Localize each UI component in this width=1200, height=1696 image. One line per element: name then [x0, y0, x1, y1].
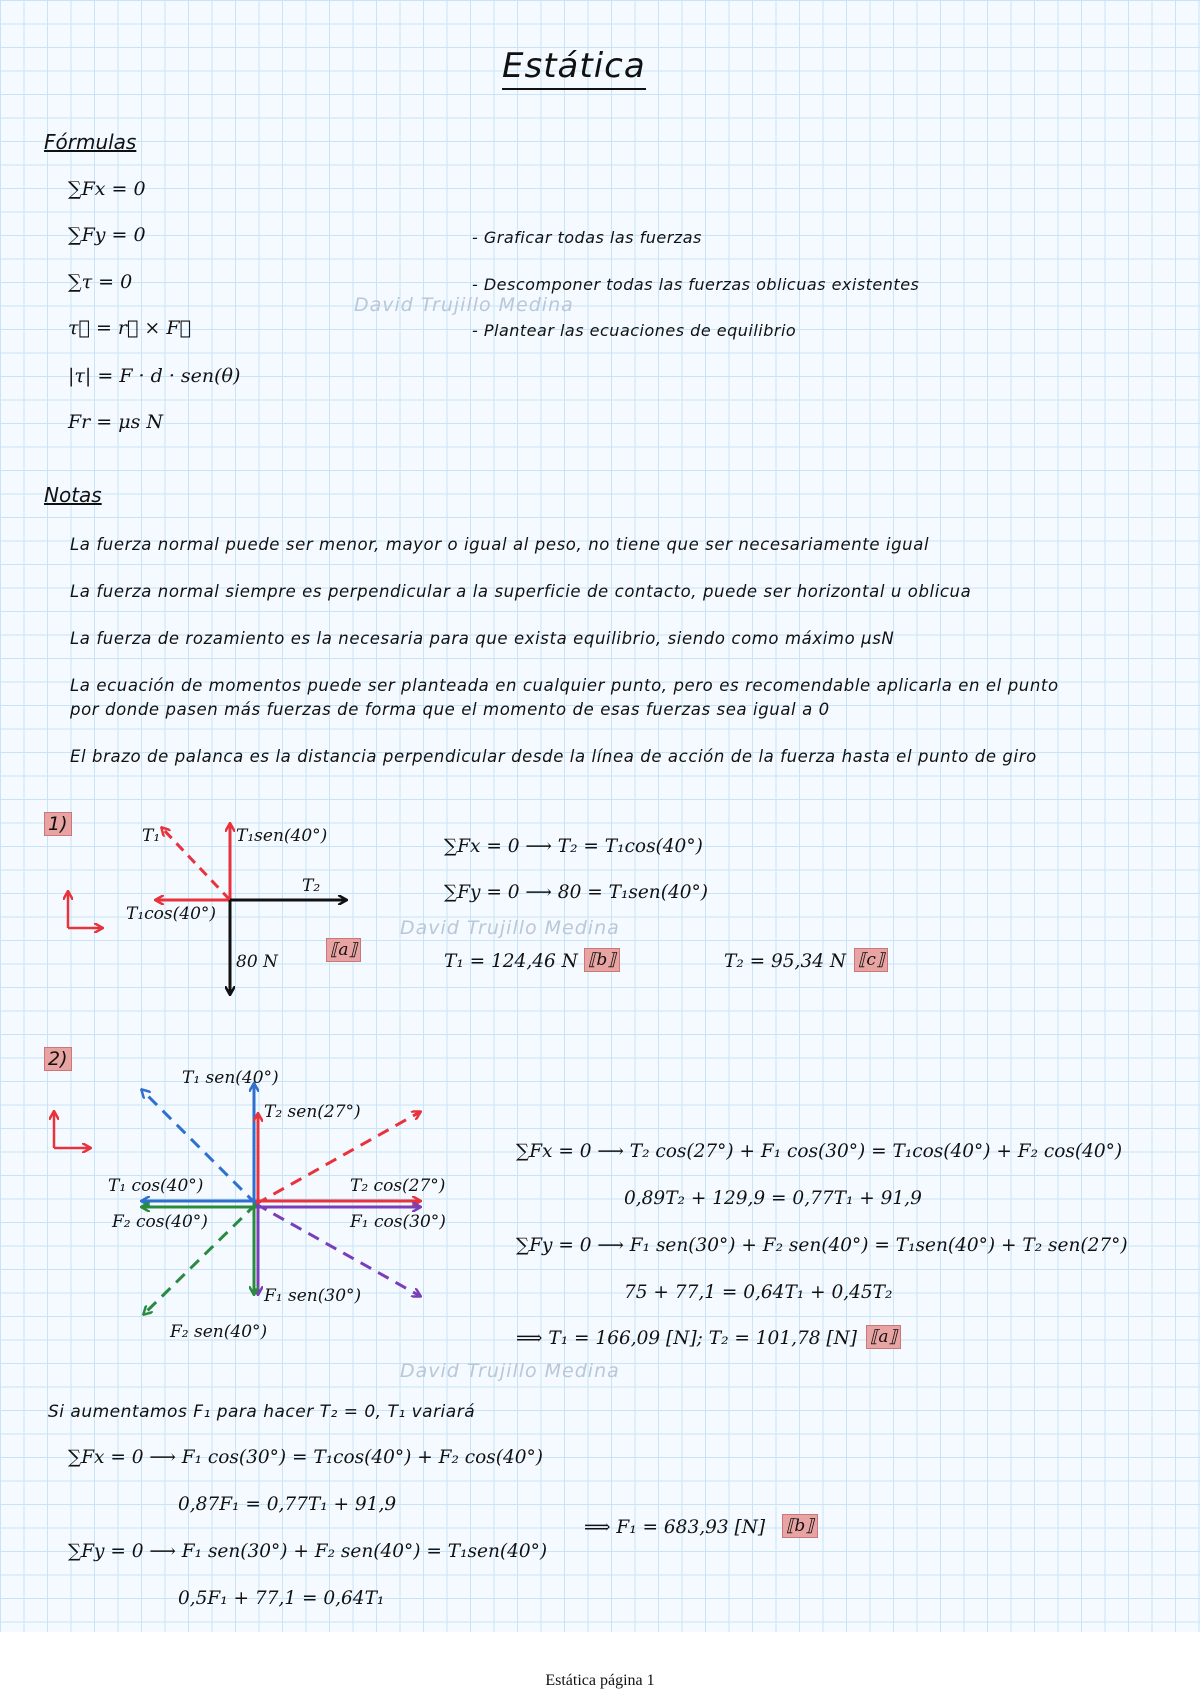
- note-item: por donde pasen más fuerzas de forma que el momento de esas fuerzas sea igual a 0: [70, 700, 830, 719]
- watermark: David Trujillo Medina: [400, 1360, 620, 1382]
- problem-1-axes: [68, 892, 102, 928]
- page-title: Estática: [502, 46, 646, 90]
- badge-c: ⟦c⟧: [854, 948, 888, 972]
- p2-result: ⟹ T₁ = 166,09 [N]; T₂ = 101,78 [N]: [516, 1328, 858, 1349]
- p2-equation-fx-numeric: 0,89T₂ + 129,9 = 0,77T₁ + 91,9: [624, 1188, 922, 1209]
- note-item: La fuerza de rozamiento es la necesaria para que exista equilibrio, siendo como máximo μsN: [70, 629, 895, 648]
- label-t2: T₂: [302, 876, 321, 896]
- p2b-statement: Si aumentamos F₁ para hacer T₂ = 0, T₁ variará: [48, 1402, 476, 1422]
- note-item: La fuerza normal siempre es perpendicular a la superficie de contacto, puede ser horizontal u oblicua: [70, 582, 972, 601]
- problem-2-axes: [54, 1112, 90, 1148]
- label-f2-sen: F₂ sen(40°): [170, 1322, 268, 1342]
- badge-b: ⟦b⟧: [782, 1514, 818, 1538]
- watermark: David Trujillo Medina: [354, 294, 574, 316]
- formulas-heading: Fórmulas: [44, 130, 137, 154]
- step-descomponer: - Descomponer todas las fuerzas oblicuas existentes: [472, 275, 920, 294]
- label-t1-cos: T₁ cos(40°): [108, 1176, 204, 1196]
- label-t2-cos: T₂ cos(27°): [350, 1176, 446, 1196]
- formula-sum-fy: ∑Fy = 0: [68, 224, 146, 246]
- label-weight: 80 N: [236, 952, 278, 972]
- formula-friction: Fr = μs N: [68, 411, 164, 433]
- p2-equation-fx: ∑Fx = 0 ⟶ T₂ cos(27°) + F₁ cos(30°) = T₁cos(40°) + F₂ cos(40°): [516, 1141, 1123, 1162]
- note-item: El brazo de palanca es la distancia perpendicular desde la línea de acción de la fuerza hasta el punto de giro: [70, 747, 1037, 766]
- badge-b: ⟦b⟧: [584, 948, 620, 972]
- problem-1-force-diagram: [40, 810, 420, 1010]
- step-plantear: - Plantear las ecuaciones de equilibrio: [472, 321, 797, 340]
- problem-1-number: 1): [44, 812, 72, 836]
- p2-equation-fy-numeric: 75 + 77,1 = 0,64T₁ + 0,45T₂: [624, 1282, 893, 1303]
- label-t1-sen: T₁sen(40°): [236, 826, 328, 846]
- p2b-equation-fx: ∑Fx = 0 ⟶ F₁ cos(30°) = T₁cos(40°) + F₂ cos(40°): [68, 1447, 543, 1468]
- label-t1: T₁: [142, 826, 161, 846]
- p2-equation-fy: ∑Fy = 0 ⟶ F₁ sen(30°) + F₂ sen(40°) = T₁sen(40°) + T₂ sen(27°): [516, 1235, 1128, 1256]
- label-t1-cos: T₁cos(40°): [126, 904, 217, 924]
- note-item: La fuerza normal puede ser menor, mayor o igual al peso, no tiene que ser necesariamente igual: [70, 535, 930, 554]
- notes-heading: Notas: [44, 483, 102, 507]
- page-footer: Estática página 1: [545, 1672, 655, 1689]
- label-t2-sen: T₂ sen(27°): [264, 1102, 361, 1122]
- formula-sum-fx: ∑Fx = 0: [68, 178, 146, 200]
- problem-2-number: 2): [44, 1047, 72, 1071]
- badge-a: ⟦a⟧: [866, 1325, 901, 1349]
- p1-result-t2: T₂ = 95,34 N: [724, 951, 847, 972]
- p2b-equation-fy: ∑Fy = 0 ⟶ F₁ sen(30°) + F₂ sen(40°) = T₁sen(40°): [68, 1541, 548, 1562]
- step-graficar: - Graficar todas las fuerzas: [472, 228, 702, 247]
- p1-equation-fy: ∑Fy = 0 ⟶ 80 = T₁sen(40°): [444, 882, 708, 903]
- label-f1-cos: F₁ cos(30°): [350, 1212, 446, 1232]
- label-t1-sen: T₁ sen(40°): [182, 1068, 279, 1088]
- label-f1-sen: F₁ sen(30°): [264, 1286, 362, 1306]
- t1-vector: [162, 828, 230, 900]
- badge-a: ⟦a⟧: [326, 938, 361, 962]
- p2b-equation-fx-numeric: 0,87F₁ = 0,77T₁ + 91,9: [178, 1494, 397, 1515]
- p1-equation-fx: ∑Fx = 0 ⟶ T₂ = T₁cos(40°): [444, 836, 703, 857]
- formula-torque-cross: τ⃗ = r⃗ × F⃗: [68, 317, 191, 339]
- formula-torque-magnitude: |τ| = F · d · sen(θ): [68, 365, 241, 387]
- p1-result-t1: T₁ = 124,46 N: [444, 951, 578, 972]
- p2b-result: ⟹ F₁ = 683,93 [N]: [584, 1517, 766, 1538]
- note-item: La ecuación de momentos puede ser planteada en cualquier punto, pero es recomendable aplicarla en el punto: [70, 676, 1059, 695]
- label-f2-cos: F₂ cos(40°): [112, 1212, 208, 1232]
- formula-sum-torque: ∑τ = 0: [68, 271, 133, 293]
- watermark: David Trujillo Medina: [400, 917, 620, 939]
- p2b-equation-fy-numeric: 0,5F₁ + 77,1 = 0,64T₁: [178, 1588, 385, 1609]
